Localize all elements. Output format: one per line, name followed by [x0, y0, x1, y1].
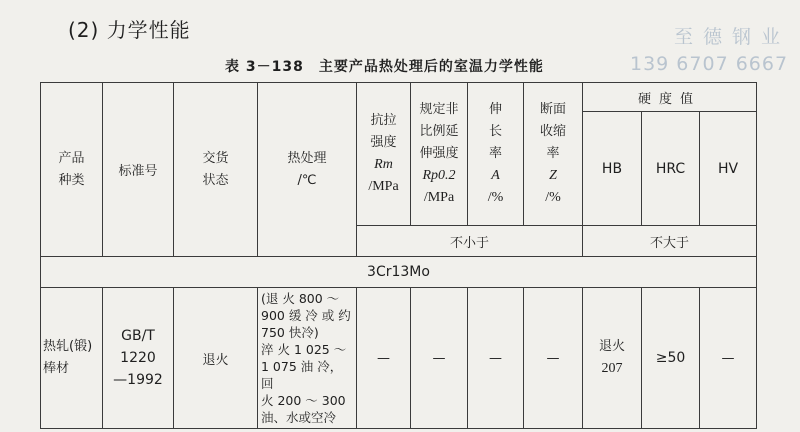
header-elong-unit: /% [487, 190, 504, 205]
header-delivery-line: 状态 [202, 172, 229, 188]
header-yield-symbol: Rp0.2 [422, 168, 456, 183]
cell-standard-line: GB/T 1220 [120, 328, 156, 366]
table-caption: 表 3－138 主要产品热处理后的室温力学性能 [225, 59, 544, 75]
header-reduction-line: 率 [546, 146, 560, 161]
properties-table-wrap [40, 82, 757, 429]
header-delivery-line: 交货 [202, 150, 229, 166]
header-reduction-symbol: Z [549, 168, 557, 183]
header-yield-line: 伸强度 [419, 146, 459, 161]
cell-tensile: — [357, 288, 411, 429]
header-tensile-line: 抗拉 [370, 113, 397, 128]
header-hb: HB [583, 112, 642, 226]
header-heat-treatment [258, 83, 357, 257]
header-hv: HV [700, 112, 757, 226]
cell-standard [103, 288, 174, 429]
header-elong-symbol: A [491, 168, 500, 183]
header-delivery [174, 83, 258, 257]
cell-product: 热轧(锻)棒材 [41, 288, 103, 429]
heat-line: 油、水或空冷 [261, 410, 337, 425]
header-not-greater-than: 不大于 [583, 226, 757, 257]
header-reduction-line: 收缩 [539, 124, 566, 139]
heat-line: 1 075 油 冷，回 [261, 359, 343, 391]
header-reduction-unit: /% [545, 190, 561, 205]
header-heat-line: /℃ [297, 172, 317, 188]
header-reduction-of-area [524, 83, 583, 226]
header-tensile-line: 强度 [370, 135, 397, 150]
header-not-less-than: 不小于 [357, 226, 583, 257]
cell-hb-line: 207 [601, 361, 623, 376]
header-product-line: 种类 [58, 172, 85, 188]
header-elong-line: 长 [488, 124, 502, 139]
header-tensile-symbol: Rm [374, 157, 393, 172]
header-hrc: HRC [642, 112, 700, 226]
cell-hb [583, 288, 642, 429]
grade-row: 3Cr13Mo [41, 257, 757, 288]
header-product [41, 83, 103, 257]
header-standard: 标准号 [103, 83, 174, 257]
header-yield-strength [411, 83, 468, 226]
header-yield-line: 规定非 [419, 102, 459, 117]
header-elong-line: 率 [488, 146, 502, 161]
cell-yield: — [411, 288, 468, 429]
heat-line: (退 火 800 ～ [261, 291, 340, 306]
cell-standard-line: —1992 [113, 372, 163, 388]
header-reduction-line: 断面 [539, 102, 566, 117]
header-tensile-strength [357, 83, 411, 226]
section-heading: (2) 力学性能 [68, 18, 191, 42]
watermark-phone: 139 6707 6667 [630, 53, 789, 75]
heat-line: 淬 火 1 025 ～ [261, 342, 347, 357]
cell-hb-line: 退火 [598, 339, 625, 354]
header-yield-line: 比例延 [419, 124, 459, 139]
header-elongation [468, 83, 524, 226]
cell-elongation: — [468, 288, 524, 429]
watermark-company: 至德钢业 [673, 26, 790, 48]
header-elong-line: 伸 [488, 102, 502, 117]
heat-line: 750 快冷) [261, 325, 319, 340]
header-product-line: 产品 [58, 150, 85, 166]
cell-hrc: ≥50 [642, 288, 700, 429]
table-row [41, 288, 757, 429]
heat-line: 900 缓 冷 或 约 [261, 308, 351, 323]
header-hardness: 硬度值 [583, 83, 757, 112]
properties-table [40, 82, 757, 429]
cell-hv: — [700, 288, 757, 429]
cell-delivery: 退火 [174, 288, 258, 429]
header-heat-line: 热处理 [287, 150, 327, 166]
cell-heat-treatment [258, 288, 357, 429]
watermark [630, 22, 798, 75]
header-tensile-unit: /MPa [368, 179, 399, 194]
heat-line: 火 200 ～ 300 [261, 393, 346, 408]
header-yield-unit: /MPa [423, 190, 455, 205]
cell-reduction: — [524, 288, 583, 429]
